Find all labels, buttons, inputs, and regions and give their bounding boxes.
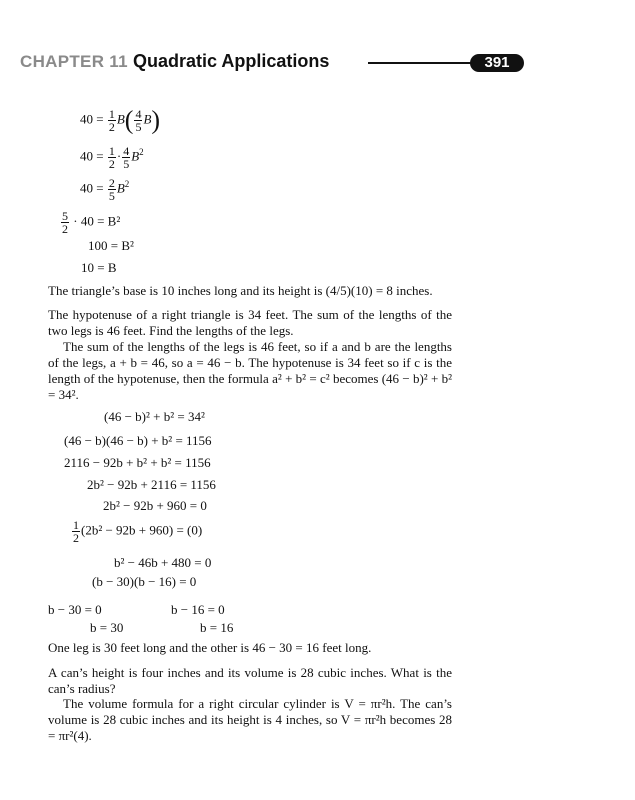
equation-line-6: 10 = B [81, 260, 117, 275]
fraction-two-fifths: $\frac{2}{5}$ [108, 176, 115, 203]
problem2-step-5: 2b² − 92b + 960 = 0 [103, 498, 207, 513]
fraction-one-half: $\frac{1}{2}$ [108, 144, 115, 171]
equation-line-5: 100 = B² [88, 238, 134, 253]
eq2-lhs: 40 = [80, 148, 104, 164]
problem2-step-4: 2b² − 92b + 2116 = 1156 [87, 477, 216, 492]
eq3-lhs: 40 = [80, 180, 104, 196]
root-right-2: b = 16 [200, 620, 234, 635]
fraction-one-half: $\frac{1}{2}$ [73, 518, 79, 545]
problem2-solution-intro: The sum of the lengths of the legs is 46 feet, so if a and b are the lengths of the legs, a + b = 46, so a = 46 − b. The hypotenuse is 34 feet so if c is the length of the hypotenuse, then the formula a² + b² = c² becomes (46 − b)² + b² = 34². [48, 339, 452, 402]
problem2-step-7: b² − 46b + 480 = 0 [114, 555, 212, 570]
equation-line-3: 40 = $\frac{2}{5}$ $B^2$ [80, 176, 130, 203]
chapter-label: CHAPTER 11 [20, 52, 128, 71]
problem2-step-6 [71, 519, 202, 544]
problem2-step-3: 2116 − 92b + b² + b² = 1156 [64, 455, 211, 470]
problem2-conclusion: One leg is 30 feet long and the other is 46 − 30 = 16 feet long. [48, 640, 372, 655]
page-number-badge: 391 [470, 54, 524, 72]
problem3-question: A can’s height is four inches and its volume is 28 cubic inches. What is the can’s radius? [48, 665, 452, 696]
root-left-1: b − 30 = 0 [48, 602, 102, 617]
step6-text: (2b² − 92b + 960) = (0) [81, 522, 203, 538]
fraction-four-fifths: $\frac{4}{5}$ [123, 144, 130, 171]
header-rule [368, 62, 480, 64]
chapter-title: Quadratic Applications [133, 51, 330, 71]
root-left-2: b = 30 [90, 620, 124, 635]
fraction-four-fifths: $\frac{4}{5}$ [135, 107, 142, 134]
problem2-question: The hypotenuse of a right triangle is 34 feet. The sum of the lengths of the two legs is 46 feet. Find the lengths of the legs. [48, 307, 452, 338]
fraction-one-half: $\frac{1}{2}$ [108, 107, 115, 134]
equation-line-2: 40 = $\frac{1}{2}$ · $\frac{4}{5}$ $B^2$ [80, 144, 144, 171]
problem2-step-8: (b − 30)(b − 16) = 0 [92, 574, 197, 589]
eq4-rhs: · 40 = B² [73, 213, 121, 229]
fraction-five-halves: $\frac{5}{2}$ [62, 209, 68, 236]
problem2-step-2: (46 − b)(46 − b) + b² = 1156 [64, 433, 212, 448]
equation-line-4 [60, 210, 120, 235]
triangle-conclusion: The triangle’s base is 10 inches long and its height is (4/5)(10) = 8 inches. [48, 283, 433, 298]
equation-line-1: 40 = $\frac{1}{2}$ B( $\frac{4}{5}$ B) [80, 105, 161, 135]
problem3-solution-intro: The volume formula for a right circular cylinder is V = πr²h. The can’s volume is 28 cubic inches and its height is 4 inches, so V = πr²h becomes 28 = πr²(4). [48, 696, 452, 743]
problem2-step-1: (46 − b)² + b² = 34² [104, 409, 205, 424]
root-right-1: b − 16 = 0 [171, 602, 225, 617]
eq1-lhs: 40 = [80, 111, 104, 127]
